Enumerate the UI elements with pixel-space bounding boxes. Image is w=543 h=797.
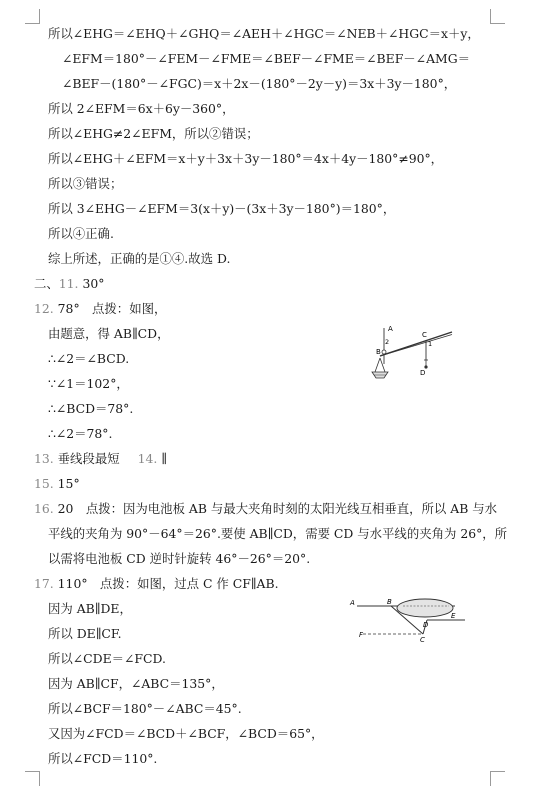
text-line: 所以∠CDE＝∠FCD. [48,651,166,666]
figure-label: D [420,369,426,377]
figure-label: B [376,348,381,356]
text-line: ∴∠2＝78°. [48,426,113,441]
text-line: ∴∠2＝∠BCD. [48,351,130,366]
question-17-head [34,576,279,592]
corner-mark-top-left [25,9,40,24]
figure-label: 2 [385,338,390,346]
question-12-head [34,301,166,317]
question-11 [34,276,104,292]
figure-label: B [387,598,392,606]
figure-label: E [451,612,456,620]
answer-head: 110° 点拨：如图，过点 C 作 CF∥AB. [57,576,279,591]
text-line: 所以∠EHG≠2∠EFM，所以②错误； [48,126,259,141]
answer: ∥ [161,451,167,466]
text-line: ∵∠1＝102°， [48,376,129,391]
text-line: 平线的夹角为 90°－64°＝26°.要使 AB∥CD，需要 CD 与水平线的夹角为 26°，所 [48,526,508,541]
text-line: 所以∠EHG＋∠EFM＝x＋y＋3x＋3y－180°＝4x＋4y－180°≠90°， [48,151,444,166]
text-line: 所以∠EHG＝∠EHQ＋∠GHQ＝∠AEH＋∠HGC＝∠NEB＋∠HGC＝x＋y， [48,26,480,41]
text-line: 所以∠FCD＝110°. [48,751,158,766]
answer: 30° [82,276,105,291]
text-line: 又因为∠FCD＝∠BCD＋∠BCF，∠BCD＝65°， [48,726,324,741]
text-line: 因为 AB∥CF，∠ABC＝135°， [48,676,224,691]
figure-balance [360,320,460,410]
question-13-14 [34,451,167,467]
text-line: 所以 3∠EHG－∠EFM＝3(x＋y)－(3x＋3y－180°)＝180°， [48,201,396,216]
text-line: 以需将电池板 CD 逆时针旋转 46°－26°＝20°. [48,551,311,566]
answer-text: 20 点拨：因为电池板 AB 与最大夹角时刻的太阳光线互相垂直，所以 AB 与水 [57,501,498,516]
figure-label: 1 [428,340,433,348]
question-number: 11. [58,276,79,291]
text-line: 因为 AB∥DE， [48,601,132,616]
section-prefix: 二、 [34,276,59,291]
corner-mark-bottom-right [490,771,505,786]
answer: 垂线段最短 [57,451,120,466]
question-number: 15. [34,476,54,491]
text-line: ∠EFM＝180°－∠FEM－∠FME＝∠BEF－∠FME＝∠BEF－∠AMG＝ [62,51,470,66]
text-line: 所以∠BCF＝180°－∠ABC＝45°. [48,701,242,716]
figure-label: D [423,621,429,629]
answer: 15° [57,476,80,491]
corner-mark-top-right [490,9,505,24]
question-16-line-1 [34,501,497,517]
answer-head: 78° 点拨：如图， [57,301,167,316]
question-number: 17. [34,576,54,591]
figure-label: F [359,631,364,639]
text-line: 综上所述，正确的是①④.故选 D. [48,251,231,266]
text-line: 所以 2∠EFM＝6x＋6y－360°， [48,101,235,116]
question-number: 16. [34,501,54,516]
text-line: ∠BEF－(180°－∠FGC)＝x＋2x－(180°－2y－y)＝3x＋3y－180°， [62,76,457,91]
figure-label: C [422,331,427,339]
text-line: ∴∠BCD＝78°. [48,401,134,416]
text-line: 所以 DE∥CF. [48,626,122,641]
question-number: 12. [34,301,54,316]
question-number: 14. [137,451,158,466]
question-number: 13. [34,451,54,466]
text-line: 所以④正确. [48,226,114,241]
figure-lamp [345,592,475,652]
corner-mark-bottom-left [25,771,40,786]
question-15 [34,476,80,492]
text-line: 所以③错误； [48,176,123,191]
figure-label: A [350,599,355,607]
figure-label: C [420,636,425,644]
text-line: 由题意，得 AB∥CD， [48,326,170,341]
figure-label: A [388,325,393,333]
